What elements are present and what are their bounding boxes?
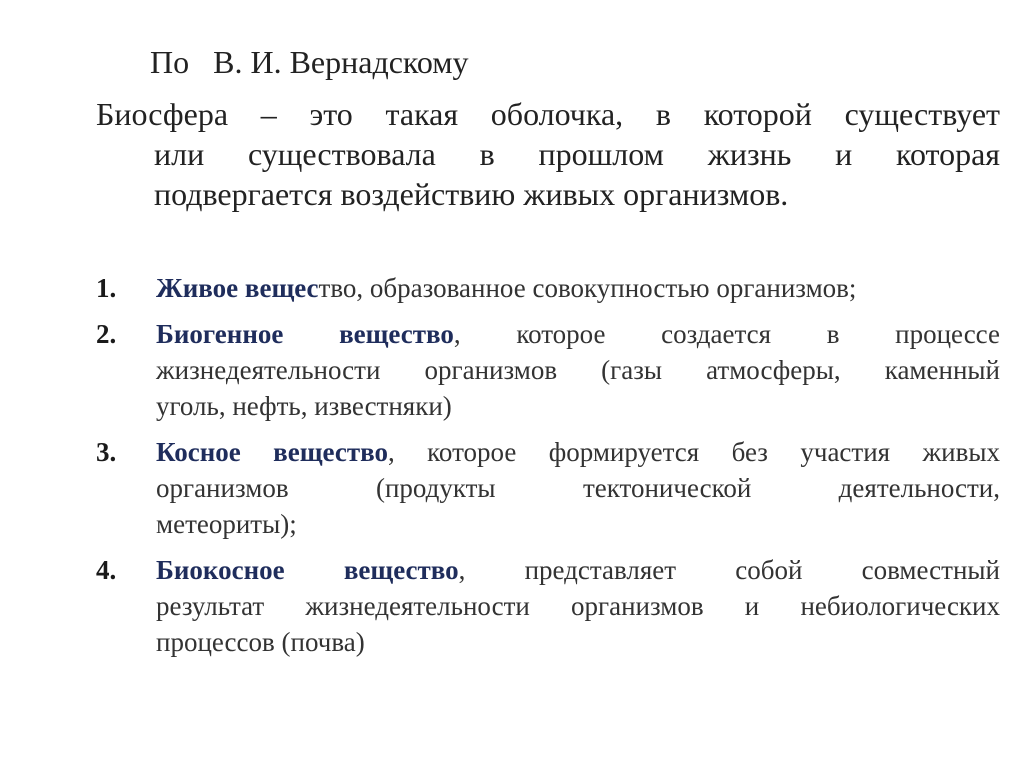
item-line: процессов (почва) (156, 627, 365, 657)
heading-prefix: По (150, 44, 190, 80)
item-line (156, 434, 1000, 470)
list-item-living-matter (96, 270, 1000, 306)
item-text: , которое формируется без участия живых (388, 437, 1000, 467)
item-term: Живое вещес (156, 273, 319, 303)
item-term: Биокосное вещество (156, 555, 459, 585)
list-item-bio-inert-matter (96, 552, 1000, 660)
item-text: , представляет собой совместный (458, 555, 1000, 585)
item-line (156, 316, 1000, 352)
item-line: организмов (продукты тектонической деятельности, (156, 473, 1000, 503)
item-number: 1. (96, 273, 117, 303)
item-line (156, 552, 1000, 588)
definition-line-2: или существовала в прошлом жизнь и которая (154, 136, 1000, 172)
item-number: 4. (96, 555, 117, 585)
definition-line-1: Биосфера – это такая оболочка, в которой существует (96, 96, 1000, 132)
list-item-biogenic-matter (96, 316, 1000, 424)
slide-heading (150, 42, 468, 82)
item-line: результат жизнедеятельности организмов и небиологических (156, 591, 1000, 621)
list-item-inert-matter (96, 434, 1000, 542)
item-term: Косное вещество (156, 437, 388, 467)
item-number: 3. (96, 437, 117, 467)
biosphere-definition (96, 94, 1000, 214)
substance-list (96, 270, 1000, 670)
heading-author: В. И. Вернадскому (213, 44, 469, 80)
item-term: Биогенное вещество (156, 319, 454, 349)
item-line: жизнедеятельности организмов (газы атмосферы, каменный (156, 355, 1000, 385)
item-text: , которое создается в процессе (453, 319, 1000, 349)
item-line: метеориты); (156, 509, 297, 539)
definition-line-3: подвергается воздействию живых организмов. (154, 176, 789, 212)
item-text: тво, образованное совокупностью организмов; (318, 273, 857, 303)
item-line (156, 270, 1000, 306)
item-line: уголь, нефть, известняки) (156, 391, 452, 421)
item-number: 2. (96, 319, 117, 349)
